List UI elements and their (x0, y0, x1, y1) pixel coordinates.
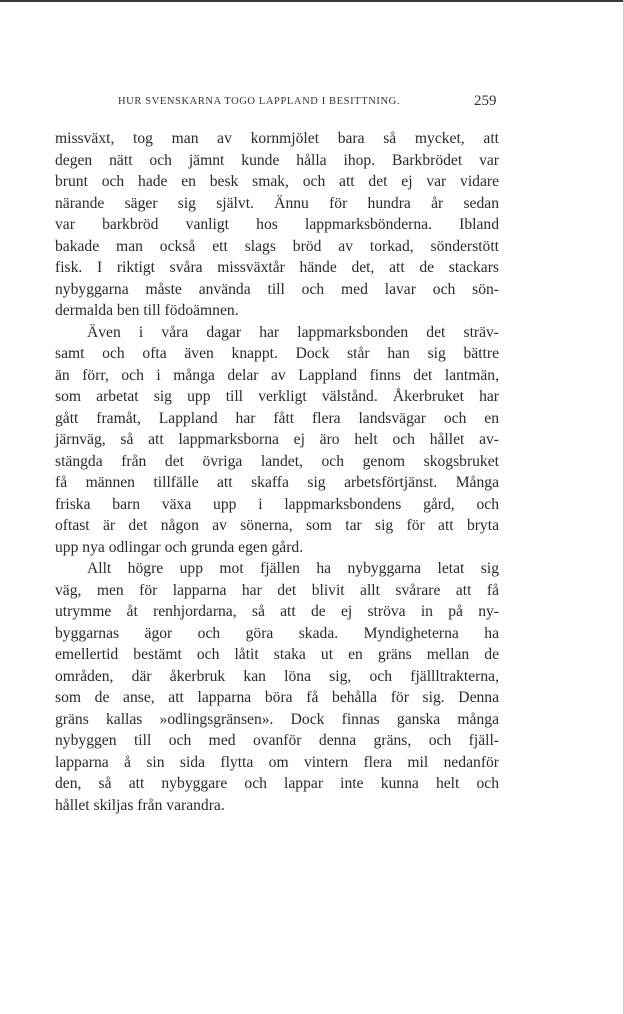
text-line: byggarnas ägor och göra skada. Myndigheterna ha (55, 624, 499, 642)
text-line: som de anse, att lapparna böra få behålla för sig. Denna (55, 689, 499, 706)
text-line: upp nya odlingar och grunda egen gård. (55, 538, 304, 556)
text-line: än förr, och i många delar av Lappland finns det lantmän, (55, 366, 499, 384)
text-line: friska barn växa upp i lappmarksbondens gård, och (55, 495, 499, 513)
paragraph-start-line: Allt högre upp mot fjällen ha nybyggarna letat sig (87, 560, 499, 577)
text-line: fisk. I riktigt svåra missväxtår hände det, att de stackars (55, 259, 499, 276)
paragraph-start-line: Även i våra dagar har lappmarksbonden det sträv- (87, 323, 499, 341)
body-text (55, 128, 499, 816)
text-line: degen nätt och jämnt kunde hålla ihop. Barkbrödet var (55, 151, 499, 169)
text-line: väg, men för lapparna har det blivit allt svårare att få (55, 581, 499, 599)
text-line: som arbetat sig upp till verkligt välstånd. Åkerbruket har (55, 388, 499, 405)
text-line: gått framåt, Lappland har fått flera landsvägar och en (55, 409, 499, 427)
text-line: samt och ofta även knappt. Dock står han sig bättre (55, 345, 499, 362)
text-line: missväxt, tog man av kornmjölet bara så mycket, att (55, 130, 499, 147)
text-line: dermalda ben till födoämnen. (55, 302, 239, 319)
running-title: HUR SVENSKARNA TOGO LAPPLAND I BESITTNING. (118, 96, 401, 107)
text-line: närande säger sig självt. Ännu för hundra år sedan (55, 194, 499, 212)
text-line: hållet skiljas från varandra. (55, 796, 225, 814)
text-line: nybyggarna måste använda till och med lavar och sön- (55, 280, 499, 298)
text-line: lapparna å sin sida flytta om vintern flera mil nedanför (55, 753, 499, 771)
text-line: utrymme åt renhjordarna, så att de ej ströva in på ny- (55, 603, 499, 620)
page-top-edge (0, 0, 624, 2)
text-line: stängda från det övriga landet, och genom skogsbruket (55, 452, 499, 470)
text-line: brunt och hade en besk smak, och att det ej var vidare (55, 173, 499, 190)
text-line: gräns kallas »odlingsgränsen». Dock finnas ganska många (55, 710, 499, 728)
text-line: den, så att nybyggare och lappar inte kunna helt och (55, 775, 499, 792)
text-line: områden, där åkerbruk kan löna sig, och fjällltrakterna, (55, 667, 499, 685)
text-line: nybyggen till och med ovanför denna gräns, och fjäll- (55, 732, 499, 749)
text-line: bakade man också ett slags bröd av torkad, sönderstött (55, 237, 499, 255)
text-line: få männen tillfälle att skaffa sig arbetsförtjänst. Många (55, 474, 499, 491)
text-line: var barkbröd vanligt hos lappmarksbönderna. Ibland (55, 216, 499, 233)
text-line: oftast är det någon av sönerna, som tar sig för att bryta (55, 517, 499, 534)
text-line: emellertid bestämt och låtit staka ut en gräns mellan de (55, 646, 499, 663)
text-line: järnväg, så att lappmarksborna ej äro helt och hållet av- (55, 431, 499, 448)
page-number: 259 (474, 93, 497, 109)
